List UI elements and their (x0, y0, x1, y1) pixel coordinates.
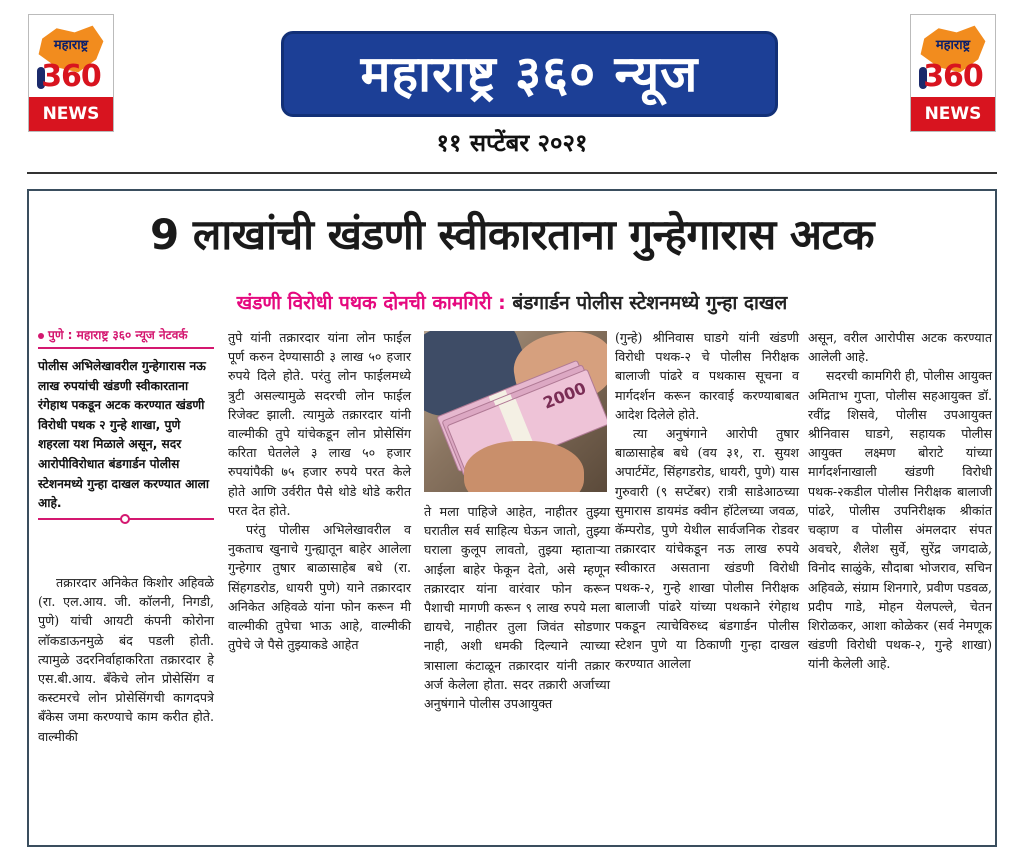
article-subhead (0, 289, 1024, 315)
photo-hand (464, 441, 584, 492)
dateline-text: पुणे : महाराष्ट्र ३६० न्यूज नेटवर्क (48, 328, 188, 342)
paragraph: ते मला पाहिजे आहेत, नाहीतर तुझ्या घरातील सर्व साहित्य घेऊन जातो, तुझ्या घराला कुलूप लावतो, तुझ्या म्हाताऱ्या आईला बाहेर फेकून देतो, असे म्हणून तक्रारदार यांना वारंवार फोन करून पैशाची मागणी करून ९ लाख रुपये मला द्यायचे, नाहीतर तुला जिवंत सोडणार नाही, अशी धमकी दिल्याने त्याच्या त्रासाला कंटाळून तक्रारदार यांनी तक्रार अर्ज केलेला होता. सदर तक्रारी अर्जाच्या अनुषंगाने पोलीस उपआयुक्त (424, 504, 610, 712)
logo-right (910, 14, 996, 132)
dateline (38, 326, 214, 349)
paragraph: (गुन्हे) श्रीनिवास घाडगे यांनी खंडणी विरोधी पथक-२ चे पोलीस निरीक्षक बालाजी पांढरे व पथकास सूचना व मार्गदर्शन करून कारवाई करण्याबाबत आदेश दिलेले होते. (615, 330, 799, 422)
masthead-title: महाराष्ट्र ३६० न्यूज (281, 31, 778, 117)
banknote-value: 2000 (540, 378, 589, 413)
paragraph: तुपे यांनी तक्रारदार यांना लोन फाईल पूर्ण करुन देण्यासाठी ३ लाख ५० हजार रुपये दिले होते. परंतु लोन फाईलमध्ये त्रुटी असल्यामुळे सदरची लोन फाईल रिजेक्ट झाली. त्यामुळे तक्रारदार यांनी वाल्मीकी तुपे यांचेकडून लोन प्रोसेसिंग करिता घेतलेले ३ लाख ५० हजार रुपयांपैकी ७५ हजार रुपये परत केले होते आणि उर्वरीत पैसे थोडे थोडे करीत परत देत होते. (228, 330, 411, 518)
paragraph: त्या अनुषंगाने आरोपी तुषार बाळासाहेब बधे (वय ३१, रा. सुयश अपार्टमेंट, सिंहगडरोड, धायरी, पुणे) यास गुरुवारी (९ सप्टेंबर) रात्री साडेआठच्या सुमारास डायमंड क्वीन हॉटेलच्या जवळ, कॅम्परोड, पुणे येथील सार्वजनिक रोडवर तक्रारदार यांचेकडून नऊ लाख रुपये स्वीकारत असताना खंडणी विरोधी पथक-२, गुन्हे शाखा पोलीस निरीक्षक बालाजी पांढरे यांच्या पथकाने रंगेहाथ पकडून त्याचेविरुध्द बंडगार्डन पोलीस स्टेशन पुणे या ठिकाणी गुन्हा दाखल करण्यात आलेला (615, 426, 799, 672)
paragraph: परंतु पोलीस अभिलेखावरील व नुकताच खुनाचे गुन्ह्यातून बाहेर आलेला गुन्हेगार तुषार बाळासाहेब बधे (रा. सिंहगडरोड, धायरी पुणे) याने तक्रारदार अनिकेत अहिवळे यांना फोन करून मी वाल्मीकी तुपेचा भाऊ आहे, वाल्मीकी तुपेचे जे पैसे तुझ्याकडे आहेत (228, 522, 411, 653)
paragraph: तक्रारदार अनिकेत किशोर अहिवळे (रा. एल.आय. जी. कॉलनी, निगडी, पुणे) यांची आयटी कंपनी कोरोना लॉकडाऊनमुळे बंद पडली होती. त्यामुळे उदरनिर्वाहाकरिता तक्रारदार हे एस.बी.आय. बँकेचे लोन प्रोसेसिंग व कस्टमरचे लोन प्रोसेसिंगची कागदपत्रे बँकेस जमा करण्याचे काम करीत होते. वाल्मीकी (38, 575, 214, 744)
logo-name: महाराष्ट्र (935, 38, 971, 53)
logo-number: 360 (41, 59, 101, 94)
column-2 (228, 328, 411, 654)
paragraph: सदरची कामगिरी ही, पोलीस आयुक्त अमिताभ गुप्ता, पोलीस सहआयुक्त डॉ. रवींद्र शिसवे, पोलीस उपआयुक्त श्रीनिवास घाडगे, सहायक पोलीस आयुक्त लक्ष्मण बोराटे यांच्या मार्गदर्शनाखाली खंडणी विरोधी पथक-२कडील पोलीस निरीक्षक बालाजी पांढरे, पोलीस उपनिरीक्षक श्रीकांत चव्हाण व पोलीस अंमलदार संपत अवचरे, शैलेश सुर्वे, सुरेंद्र जगदाळे, विनोद साळुंके, सौदाबा भोजराव, सचिन अहिवळे, संग्राम शिनगारे, प्रवीण पडवळ, प्रदीप गाडे, मोहन येलपल्ले, चेतन शिरोळकर, आशा कोळेकर (सर्व नेमणूक खंडणी विरोधी पथक-२, गुन्हे शाखा) यांनी केलेली आहे. (808, 368, 992, 672)
subhead-dark: बंडगार्डन पोलीस स्टेशनमध्ये गुन्हा दाखल (512, 292, 788, 314)
column-5 (808, 328, 992, 674)
bullet-icon (38, 333, 44, 339)
column-4 (615, 328, 799, 674)
article-photo (424, 331, 607, 492)
divider-knob-icon (120, 514, 130, 524)
subhead-pink: खंडणी विरोधी पथक दोनची कामगिरी : (236, 292, 506, 314)
logo-tag: NEWS (911, 97, 995, 131)
column-3 (424, 502, 610, 713)
paragraph: असून, वरील आरोपीस अटक करण्यात आलेली आहे. (808, 330, 992, 365)
logo-left (28, 14, 114, 132)
intro-divider (38, 518, 214, 520)
column-1 (38, 573, 214, 746)
masthead-divider (27, 172, 997, 174)
article-headline: 9 लाखांची खंडणी स्वीकारताना गुन्हेगारास अटक (150, 210, 874, 259)
publication-date: ११ सप्टेंबर २०२१ (436, 129, 588, 157)
intro-text: पोलीस अभिलेखावरील गुन्हेगारास नऊ लाख रुपयांची खंडणी स्वीकारताना रंगेहाथ पकडून अटक करण्यात खंडणी विरोधी पथक २ गुन्हे शाखा, पुणे शहरला यश मिळाले असून, सदर आरोपीविरोधात बंडगार्डन पोलीस स्टेशनमध्ये गुन्हा दाखल करण्यात आला आहे. (38, 359, 210, 511)
logo-name: महाराष्ट्र (53, 38, 89, 53)
logo-tag: NEWS (29, 97, 113, 131)
logo-number: 360 (923, 59, 983, 94)
intro-box (38, 326, 214, 520)
